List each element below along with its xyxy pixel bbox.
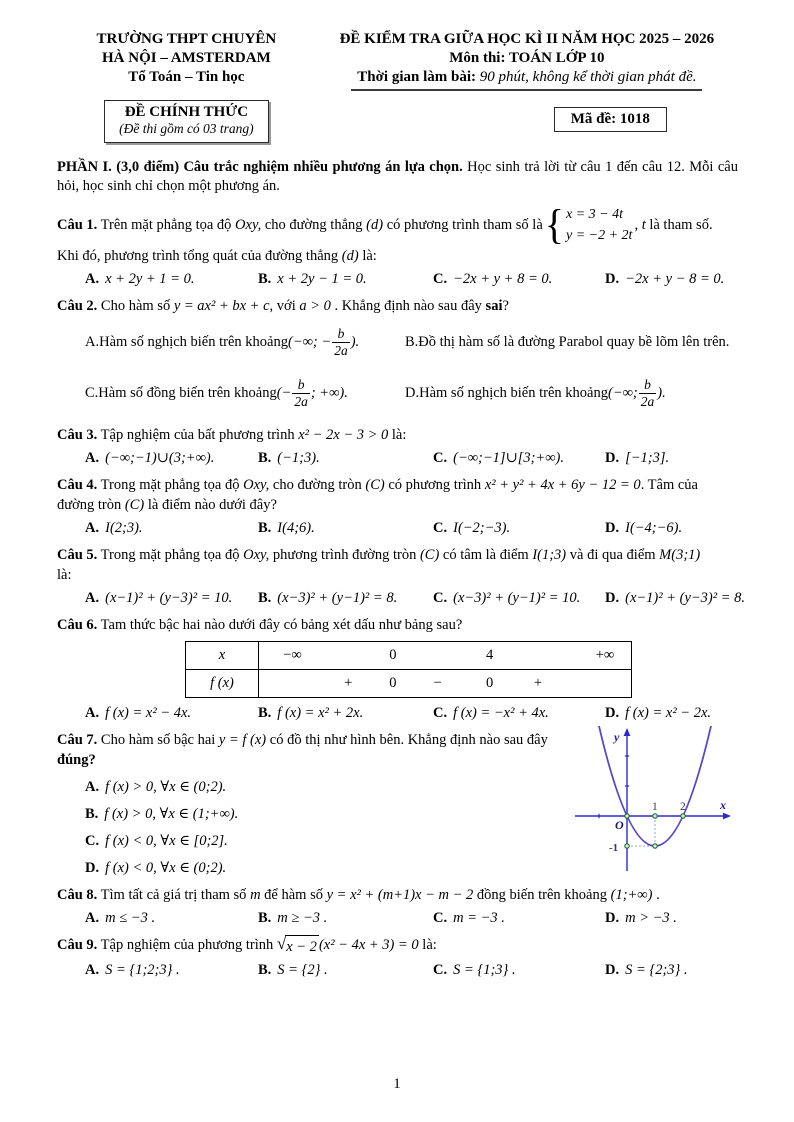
point-origin	[625, 813, 629, 817]
q3-label: Câu 3.	[57, 426, 98, 443]
q1-case-line2: y = −2 + 2t	[565, 227, 633, 243]
q8-option-d: D. m > −3 .	[605, 909, 677, 926]
q2-options-row1	[57, 318, 738, 367]
q3-option-d: D. [−1;3].	[605, 449, 670, 466]
q5-label: Câu 5.	[57, 546, 98, 563]
exam-title-block	[316, 30, 738, 91]
q2-option-d: D. Hàm số nghịch biến trên khoảng (−∞; $\frac{b}{2a}$ ).	[405, 377, 666, 409]
exam-code-box: Mã đề: 1018	[554, 107, 667, 132]
exam-subject: Môn thi: TOÁN LỚP 10	[449, 49, 605, 66]
question-9	[57, 935, 738, 980]
q7-stem-line2: đúng?	[57, 751, 96, 768]
school-line2: HÀ NỘI – AMSTERDAM	[102, 49, 271, 66]
q1-label: Câu 1.	[57, 216, 98, 233]
sign-table-row-fx: f (x) + 0 − 0 +	[186, 669, 631, 697]
xtick-2-label: 2	[680, 800, 686, 813]
q2-option-a: A. Hàm số nghịch biến trên khoảng (−∞; − $\frac{b}{2a}$ ).	[85, 326, 360, 358]
q1-options	[57, 269, 738, 289]
q8-option-c: C. m = −3 .	[433, 909, 505, 926]
q2-option-c: C. Hàm số đồng biến trên khoảng (− $\frac{b}{2a}$ ; +∞).	[85, 377, 348, 409]
q7-option-c: C. f (x) < 0, ∀x ∈ [0;2].	[85, 832, 228, 849]
q7-stem-line1: Câu 7. Cho hàm số bậc hai y = f (x) có đồ thị như hình bên. Khẳng định nào sau đây	[57, 731, 548, 748]
q4-stem-line2: đường tròn (C) là điểm nào dưới đây?	[57, 496, 277, 513]
q9-label: Câu 9.	[57, 936, 98, 953]
question-5	[57, 545, 746, 608]
fraction-b-over-2a: $\frac{b}{2a}$	[640, 377, 655, 409]
q8-options	[57, 908, 738, 928]
q1-case-line1: x = 3 − 4t	[565, 206, 623, 222]
q6-options	[57, 703, 738, 723]
official-box	[104, 100, 269, 143]
q4-option-d: D. I(−4;−6).	[605, 519, 683, 536]
q5-stem-line2: là:	[57, 566, 72, 583]
sqrt-expression: √ x − 2	[276, 933, 317, 955]
q1-stem-tail: , t là tham số.	[634, 216, 713, 233]
school-line3: Tổ Toán – Tin học	[128, 68, 245, 85]
point-y-minus1	[625, 843, 629, 847]
q9-options	[57, 960, 738, 980]
question-8	[57, 885, 738, 928]
q5-options	[57, 588, 746, 608]
q3-stem: Câu 3. Tập nghiệm của bất phương trình x² − 2x − 3 > 0 là:	[57, 426, 407, 443]
radical-sign: √	[276, 933, 287, 953]
exam-title: ĐỀ KIỂM TRA GIỮA HỌC KÌ II NĂM HỌC 2025 – 2026	[339, 31, 715, 47]
q1-option-b: B. x + 2y − 1 = 0.	[258, 270, 367, 287]
school-block	[57, 30, 316, 91]
x-axis-arrow	[723, 812, 731, 819]
point-x2	[681, 813, 685, 817]
q1-option-c: C. −2x + y + 8 = 0.	[433, 270, 553, 287]
q5-option-b: B. (x−3)² + (y−1)² = 8.	[258, 589, 398, 606]
q7-label: Câu 7.	[57, 731, 98, 748]
q9-option-d: D. S = {2;3} .	[605, 961, 688, 978]
part1-heading-bold: PHẦN I. (3,0 điểm) Câu trắc nghiệm nhiều phương án lựa chọn.	[57, 159, 468, 176]
part1-heading	[57, 158, 738, 196]
q9-option-c: C. S = {1;3} .	[433, 961, 516, 978]
q6-stem: Câu 6. Tam thức bậc hai nào dưới đây có bảng xét dấu như bảng sau?	[57, 616, 463, 633]
q4-label: Câu 4.	[57, 476, 98, 493]
q8-label: Câu 8.	[57, 886, 98, 903]
q6-option-b: B. f (x) = x² + 2x.	[258, 704, 364, 721]
q6-option-d: D. f (x) = x² − 2x.	[605, 704, 712, 721]
page-number: 1	[393, 1076, 401, 1092]
left-brace: {	[544, 200, 564, 248]
time-label: Thời gian làm bài:	[357, 68, 480, 85]
q9-option-a: A. S = {1;2;3} .	[85, 961, 180, 978]
q2-options-row2	[57, 369, 738, 418]
q5-option-a: A. (x−1)² + (y−3)² = 10.	[85, 589, 233, 606]
q7-parabola-graph	[573, 726, 738, 876]
q7-option-a: A. f (x) > 0, ∀x ∈ (0;2).	[85, 778, 227, 795]
q6-option-c: C. f (x) = −x² + 4x.	[433, 704, 549, 721]
q1-stem-line2: Khi đó, phương trình tổng quát của đường thẳng (d) là:	[57, 247, 377, 264]
q1-option-a: A. x + 2y + 1 = 0.	[85, 270, 195, 287]
q5-option-c: C. (x−3)² + (y−1)² = 10.	[433, 589, 581, 606]
question-3	[57, 425, 738, 468]
point-x1	[653, 813, 657, 817]
y-axis-label: y	[614, 729, 620, 744]
fraction-b-over-2a: $\frac{b}{2a}$	[294, 377, 308, 409]
question-7	[57, 730, 738, 878]
q4-option-b: B. I(4;6).	[258, 519, 315, 536]
q3-options	[57, 448, 738, 468]
part1-heading-rest: Học sinh trả lời từ câu 1 đến câu 12. Mỗi câu hỏi, học sinh chỉ chọn một phương án.	[57, 159, 738, 195]
q7-option-b: B. f (x) > 0, ∀x ∈ (1;+∞).	[85, 805, 239, 822]
q8-option-b: B. m ≥ −3 .	[258, 909, 328, 926]
header	[57, 30, 738, 91]
x-axis-label: x	[720, 797, 726, 812]
q3-option-b: B. (−1;3).	[258, 449, 320, 466]
q8-stem: Câu 8. Tìm tất cả giá trị tham số m để hàm số y = x² + (m+1)x − m − 2 đồng biến trên khoảng (1;+∞) .	[57, 886, 660, 903]
q9-option-b: B. S = {2} .	[258, 961, 328, 978]
question-2	[57, 296, 738, 418]
point-vertex	[653, 843, 657, 847]
q6-label: Câu 6.	[57, 616, 98, 633]
sign-table-row-x: x −∞ 0 4 +∞	[186, 642, 631, 669]
q4-option-c: C. I(−2;−3).	[433, 519, 511, 536]
origin-label: O	[615, 817, 624, 832]
q4-stem-line1: Câu 4. Trong mặt phẳng tọa độ Oxy, cho đường tròn (C) có phương trình x² + y² + 4x + 6y − 12 = 0. Tâm của	[57, 476, 698, 493]
q1-option-d: D. −2x + y − 8 = 0.	[605, 270, 725, 287]
q2-option-b: B. Đồ thị hàm số là đường Parabol quay bề lõm lên trên.	[405, 334, 730, 350]
fraction-b-over-2a: $\frac{b}{2a}$	[334, 326, 348, 358]
official-subtitle: (Đề thi gồm có 03 trang)	[119, 121, 254, 137]
exam-time	[351, 68, 702, 92]
q5-option-d: D. (x−1)² + (y−3)² = 8.	[605, 589, 746, 606]
q2-stem: Câu 2. Cho hàm số y = ax² + bx + c, với a > 0 . Khẳng định nào sau đây sai?	[57, 297, 509, 314]
q1-parametric-system	[544, 200, 633, 248]
q2-label: Câu 2.	[57, 297, 98, 314]
q4-options	[57, 518, 738, 538]
official-title: ĐỀ CHÍNH THỨC	[124, 104, 249, 121]
q9-stem: Câu 9. Tập nghiệm của phương trình √ x − 2 (x² − 4x + 3) = 0 là:	[57, 933, 437, 955]
question-4	[57, 475, 738, 538]
school-line1: TRƯỜNG THPT CHUYÊN	[96, 31, 277, 47]
time-value: 90 phút, không kể thời gian phát đề.	[479, 68, 697, 85]
q8-option-a: A. m ≤ −3 .	[85, 909, 156, 926]
question-1	[57, 200, 738, 289]
ytick-minus1-label: -1	[609, 841, 619, 854]
q1-stem	[57, 200, 738, 248]
q7-option-d: D. f (x) < 0, ∀x ∈ (0;2).	[85, 859, 227, 876]
xtick-1-label: 1	[652, 800, 658, 813]
q5-stem-line1: Câu 5. Trong mặt phẳng tọa độ Oxy, phương trình đường tròn (C) có tâm là điểm I(1;3) và đi qua điểm M(3;1)	[57, 546, 701, 563]
header-boxes	[57, 100, 738, 143]
y-axis-arrow	[624, 728, 631, 736]
q1-stem-text: Trên mặt phẳng tọa độ Oxy, cho đường thẳng (d) có phương trình tham số là	[97, 216, 543, 233]
q6-sign-table	[185, 641, 632, 698]
q6-option-a: A. f (x) = x² − 4x.	[85, 704, 192, 721]
q3-option-a: A. (−∞;−1)∪(3;+∞).	[85, 449, 215, 466]
q3-option-c: C. (−∞;−1]∪[3;+∞).	[433, 449, 565, 466]
q4-option-a: A. I(2;3).	[85, 519, 143, 536]
question-6	[57, 615, 738, 723]
